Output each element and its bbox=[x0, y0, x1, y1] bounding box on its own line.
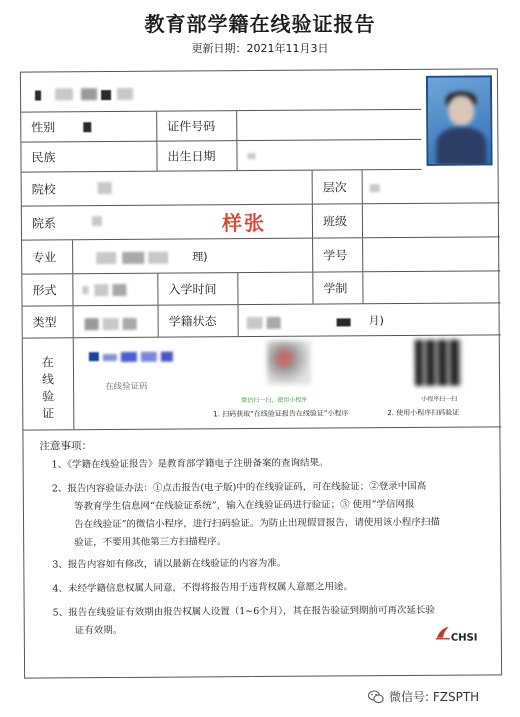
document-title: 教育部学籍在线验证报告 bbox=[144, 12, 376, 36]
note-line: 4、未经学籍信息权属人同意，不得将报告用于违背权属人意愿之用途。 bbox=[52, 581, 354, 595]
notes-title: 注意事项： bbox=[39, 440, 93, 453]
qr1-caption: 1. 扫码获取“在线验证报告在线验证”小程序 bbox=[213, 409, 349, 419]
row-ethnicity bbox=[21, 140, 421, 173]
row-type bbox=[23, 303, 501, 338]
class-label: 班级 bbox=[322, 214, 348, 229]
verification-report-sheet bbox=[20, 68, 502, 678]
row-name bbox=[21, 70, 421, 113]
qr1-hint: 微信扫一扫，使用小程序 bbox=[241, 396, 308, 405]
note-line: 等教育学生信息网“在线验证系统”，输入在线验证码进行验证；③ 使用“学信网报 bbox=[73, 498, 415, 513]
redacted-name bbox=[35, 91, 41, 101]
chsi-bird-icon bbox=[435, 626, 451, 640]
wechat-icon bbox=[368, 690, 384, 704]
note-line: 3、报告内容如有修改，请以最新在线验证的内容为准。 bbox=[52, 557, 287, 571]
qr2-caption: 2. 使用小程序扫码验证 bbox=[387, 408, 460, 418]
row-form bbox=[22, 271, 500, 306]
type-label: 类型 bbox=[32, 315, 57, 330]
note-line: 告在线验证”的微信小程序，进行扫码验证。为防止出现假冒报告，请使用该小程序扫描 bbox=[74, 516, 440, 531]
ethnicity-label: 民族 bbox=[31, 150, 56, 165]
redacted-gender bbox=[83, 122, 91, 132]
note-line: 验证，不要用其他第三方扫描程序。 bbox=[74, 536, 227, 549]
status-value: 月) bbox=[368, 313, 384, 327]
note-line: 2、报告内容验证办法：①点击报告(电子版)中的在线验证码，可在线验证；②登录中国高 bbox=[51, 480, 427, 495]
major-value: 理) bbox=[192, 249, 208, 263]
level-label: 层次 bbox=[322, 180, 347, 195]
major-label: 专业 bbox=[32, 250, 57, 265]
form-label: 形式 bbox=[32, 283, 57, 298]
student-no-label: 学号 bbox=[323, 248, 348, 263]
status-label: 学籍状态 bbox=[168, 314, 217, 329]
department-label: 院系 bbox=[31, 216, 57, 231]
row-department bbox=[22, 203, 500, 240]
qr2-hint: 小程序扫一扫 bbox=[421, 395, 458, 403]
verify-code bbox=[89, 352, 99, 361]
id-number-label: 证件号码 bbox=[167, 119, 216, 134]
chsi-logo-text: CHSI bbox=[450, 632, 478, 644]
row-gender bbox=[21, 110, 421, 143]
note-line: 证有效期。 bbox=[74, 624, 123, 637]
gender-label: 性别 bbox=[31, 120, 56, 135]
wechat-watermark bbox=[368, 688, 479, 705]
school-label: 院校 bbox=[31, 182, 56, 197]
update-date: 更新日期：2021年11月3日 bbox=[191, 42, 329, 55]
note-line: 1、《学籍在线验证报告》是教育部学籍电子注册备案的查询结果。 bbox=[51, 457, 329, 471]
qr-code-verify[interactable] bbox=[415, 340, 461, 386]
student-photo bbox=[426, 75, 493, 165]
row-major bbox=[22, 237, 500, 274]
redacted-school bbox=[98, 182, 112, 194]
qr-code-miniprogram[interactable] bbox=[267, 341, 311, 385]
note-line: 5、报告在线验证有效期由报告权属人设置（1~6个月），其在报告验证到期前可再次延长验 bbox=[52, 604, 436, 619]
notes-section bbox=[23, 427, 503, 679]
verify-code-caption: 在线验证码 bbox=[105, 381, 148, 393]
verify-label: 在线验证 bbox=[41, 355, 55, 421]
wechat-id: 微信号: FZSPTH bbox=[389, 690, 480, 704]
duration-label: 学制 bbox=[323, 281, 348, 296]
row-verify bbox=[23, 335, 502, 430]
birth-date-label: 出生日期 bbox=[167, 149, 216, 164]
row-school bbox=[22, 169, 500, 206]
sample-stamp: 样张 bbox=[221, 210, 267, 236]
enroll-time-label: 入学时间 bbox=[168, 282, 217, 297]
